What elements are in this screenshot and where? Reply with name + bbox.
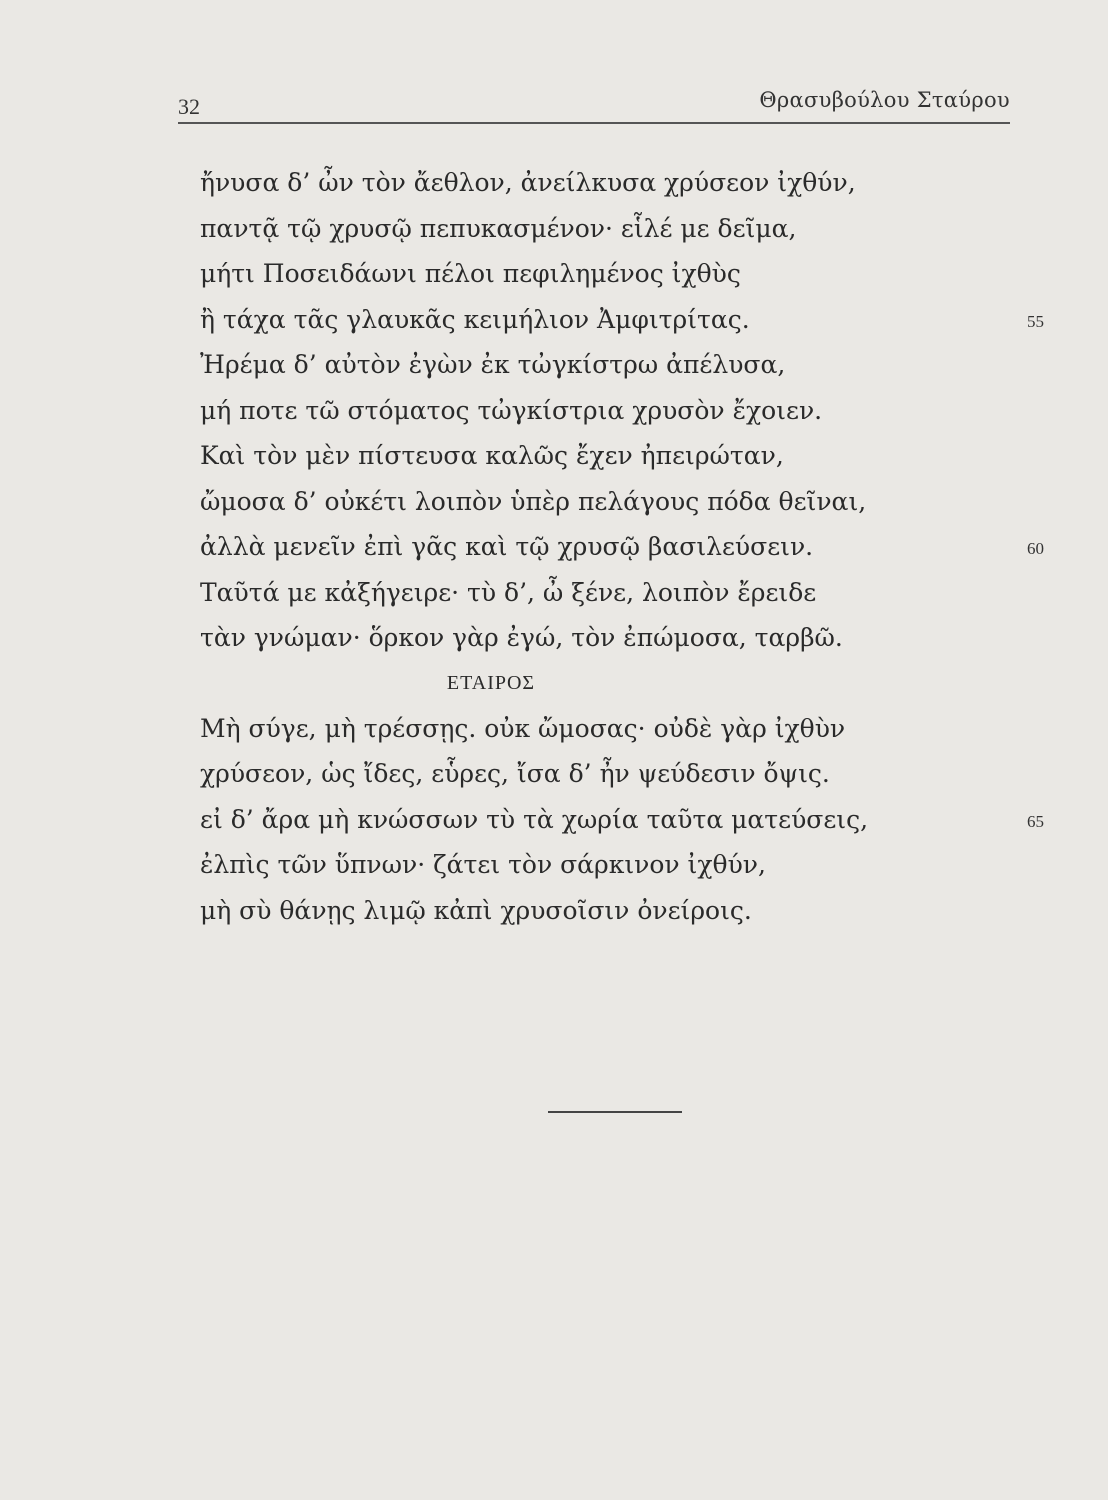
verse-text: τὰν γνώμαν· ὅρκον γὰρ ἐγώ, τὸν ἐπώμοσα, ταρβῶ. [200,623,843,652]
page-number: 32 [178,94,200,119]
verse-line [200,206,1030,252]
verse-text: Καὶ τὸν μὲν πίστευσα καλῶς ἔχεν ἠπειρώταν, [200,441,784,470]
speaker-heading: ΕΤΑΙΡΟΣ [446,671,536,694]
verse-text: παντᾷ τῷ χρυσῷ πεπυκασμένον· εἷλέ με δεῖμα, [200,213,797,243]
verse-text: Ταῦτά με κἀξήγειρε· τὺ δ’, ὦ ξένε, λοιπὸν ἔρειδε [200,577,817,607]
verse-line [200,479,1030,525]
verse-line [200,433,1030,479]
verse-line [200,615,1030,661]
verse-line [200,251,1030,297]
verse-line [200,888,1030,934]
verse-text: εἰ δ’ ἄρα μὴ κνώσσων τὺ τὰ χωρία ταῦτα ματεύσεις, [200,804,869,834]
verse-line [200,842,1030,888]
poem-text [200,160,1044,933]
verse-line [200,342,1030,388]
verse-text: ἢ τάχα τᾶς γλαυκᾶς κειμήλιον Ἀμφιτρίτας. [200,304,750,334]
line-number: 65 [1027,811,1044,831]
verse-line [200,706,1030,752]
verse-text: ἤνυσα δ’ ὦν τὸν ἄεθλον, ἀνείλκυσα χρύσεον ἰχθύν, [200,168,856,197]
verse-text: μὴ σὺ θάνῃς λιμῷ κἀπὶ χρυσοῖσιν ὀνείροις. [200,895,752,925]
verse-text: χρύσεον, ὡς ἴδες, εὗρες, ἴσα δ’ ἦν ψεύδεσιν ὄψις. [200,759,830,788]
verse-text: Μὴ σύγε, μὴ τρέσσῃς. οὐκ ὤμοσας· οὐδὲ γὰρ ἰχθὺν [200,713,846,743]
verse-line [200,570,1030,616]
header-rule [178,122,1010,124]
verse-line [200,751,1030,797]
page-header [178,84,1010,124]
verse-text: ἐλπὶς τῶν ὕπνων· ζάτει τὸν σάρκινον ἰχθύν, [200,850,766,879]
verse-text: ἀλλὰ μενεῖν ἐπὶ γᾶς καὶ τῷ χρυσῷ βασιλεύσειν. [200,532,814,561]
verse-text: μήτι Ποσειδάωνι πέλοι πεφιλημένος ἰχθὺς [200,259,741,288]
running-head: Θρασυβούλου Σταύρου [759,88,1010,112]
line-number: 55 [1027,311,1044,331]
verse-text: ὤμοσα δ’ οὐκέτι λοιπὸν ὑπὲρ πελάγους πόδα θεῖναι, [200,486,867,516]
verse-line [200,388,1030,434]
verse-line [200,524,1044,570]
verse-line [200,797,1044,843]
line-number: 60 [1027,539,1044,558]
end-rule [548,1111,682,1113]
verse-line [200,160,1030,206]
verse-text: Ἠρέμα δ’ αὐτὸν ἐγὼν ἐκ τὠγκίστρω ἀπέλυσα, [200,350,786,379]
verse-line [200,297,1044,343]
verse-text: μή ποτε τῶ στόματος τὠγκίστρια χρυσὸν ἔχοιεν. [200,395,823,425]
